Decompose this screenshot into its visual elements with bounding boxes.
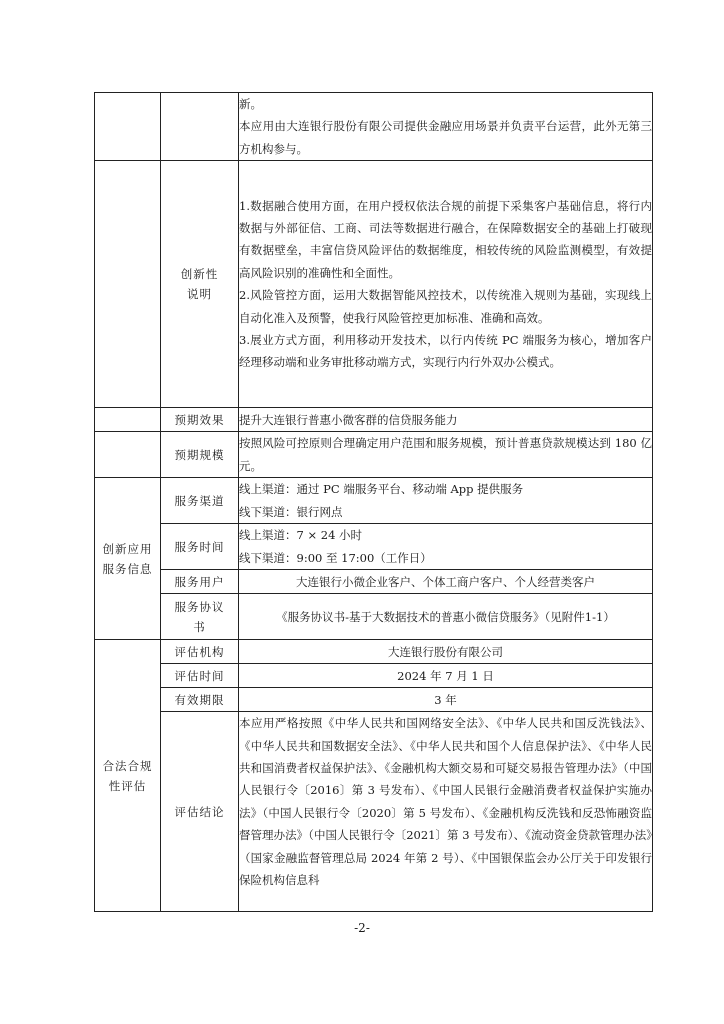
row-eval-institution <box>95 640 653 664</box>
row-continuation <box>95 93 653 161</box>
conclusion-value: 本应用严格按照《中华人民共和国网络安全法》、《中华人民共和国反洗钱法》、《中华人民共和国数据安全法》、《中华人民共和国个人信息保护法》、《中华人民共和国消费者权益保护法》、《金融机构大额交易和可疑交易报告管理办法》（中国人民银行令〔2016〕第 3 号发布）、《中国人民银行金融消费者权益保护实施办法》（中国人民银行令〔2020〕第 5 号发布）、《金融机构反洗钱和反恐怖融资监督管理办法》（中国人民银行令〔2021〕第 3 号发布）、《流动资金贷款管理办法》（国家金融监督管理总局 2024 年第 2 号）、《中国银保监会办公厅关于印发银行保险机构信息科 <box>239 712 653 912</box>
time-value <box>239 524 653 570</box>
service-info-group-label: 创新应用服务信息 <box>95 478 161 640</box>
page-number: -2- <box>354 921 370 935</box>
validity-value: 3 年 <box>239 688 653 712</box>
blank-group-cell <box>95 408 161 432</box>
row-conclusion <box>95 712 653 912</box>
expected-scale-label: 预期规模 <box>161 432 239 478</box>
compliance-group-label: 合法合规性评估 <box>95 640 161 912</box>
blank-group-cell <box>95 161 161 408</box>
channels-offline: 线下渠道：银行网点 <box>239 504 343 519</box>
users-label: 服务用户 <box>161 570 239 594</box>
row-service-agreement <box>95 594 653 640</box>
main-table <box>94 92 653 912</box>
row-validity <box>95 688 653 712</box>
agreement-value: 《服务协议书-基于大数据技术的普惠小微信贷服务》（见附件1-1） <box>239 594 653 640</box>
agreement-label: 服务协议书 <box>161 594 239 640</box>
channels-label: 服务渠道 <box>161 478 239 524</box>
expected-effect-value: 提升大连银行普惠小微客群的信贷服务能力 <box>239 408 653 432</box>
innovation-content <box>239 161 653 408</box>
date-label: 评估时间 <box>161 664 239 688</box>
continuation-text <box>239 93 653 161</box>
time-label: 服务时间 <box>161 524 239 570</box>
row-service-users <box>95 570 653 594</box>
row-eval-date <box>95 664 653 688</box>
innovation-item-3: 3.展业方式方面，利用移动开发技术，以行内传统 PC 端服务为核心，增加客户经理移动端和业务审批移动端方式，实现行内行外双办公模式。 <box>239 333 652 370</box>
channels-online: 线上渠道：通过 PC 端服务平台、移动端 App 提供服务 <box>239 482 524 497</box>
institution-label: 评估机构 <box>161 640 239 664</box>
validity-label: 有效期限 <box>161 688 239 712</box>
time-online: 线上渠道：7 × 24 小时 <box>239 528 363 543</box>
users-value: 大连银行小微企业客户、个体工商户客户、个人经营类客户 <box>239 570 653 594</box>
innovation-item-1: 1.数据融合使用方面，在用户授权依法合规的前提下采集客户基础信息，将行内数据与外部征信、工商、司法等数据进行融合，在保障数据安全的基础上打破现有数据壁垒，丰富信贷风险评估的数据维度，相较传统的风险监测模型，有效提高风险识别的准确性和全面性。 <box>239 198 652 280</box>
row-innovation <box>95 161 653 408</box>
row-service-time <box>95 524 653 570</box>
conclusion-label: 评估结论 <box>161 712 239 912</box>
channels-value <box>239 478 653 524</box>
blank-group-cell <box>95 432 161 478</box>
row-service-channels <box>95 478 653 524</box>
innovation-label: 创新性说明 <box>161 161 239 408</box>
innovation-item-2: 2.风险管控方面，运用大数据智能风控技术，以传统准入规则为基础，实现线上自动化准入及预警，使我行风险管控更加标准、准确和高效。 <box>239 288 652 325</box>
blank-label-cell <box>161 93 239 161</box>
time-offline: 线下渠道：9:00 至 17:00（工作日） <box>239 550 432 565</box>
row-expected-effect <box>95 408 653 432</box>
expected-scale-value: 按照风险可控原则合理确定用户范围和服务规模，预计普惠贷款规模达到 180 亿元。 <box>239 432 653 478</box>
continuation-line-1: 新。 <box>239 97 262 111</box>
continuation-line-2: 本应用由大连银行股份有限公司提供金融应用场景并负责平台运营，此外无第三方机构参与。 <box>239 119 652 156</box>
blank-group-cell <box>95 93 161 161</box>
date-value: 2024 年 7 月 1 日 <box>239 664 653 688</box>
row-expected-scale <box>95 432 653 478</box>
expected-effect-label: 预期效果 <box>161 408 239 432</box>
institution-value: 大连银行股份有限公司 <box>239 640 653 664</box>
